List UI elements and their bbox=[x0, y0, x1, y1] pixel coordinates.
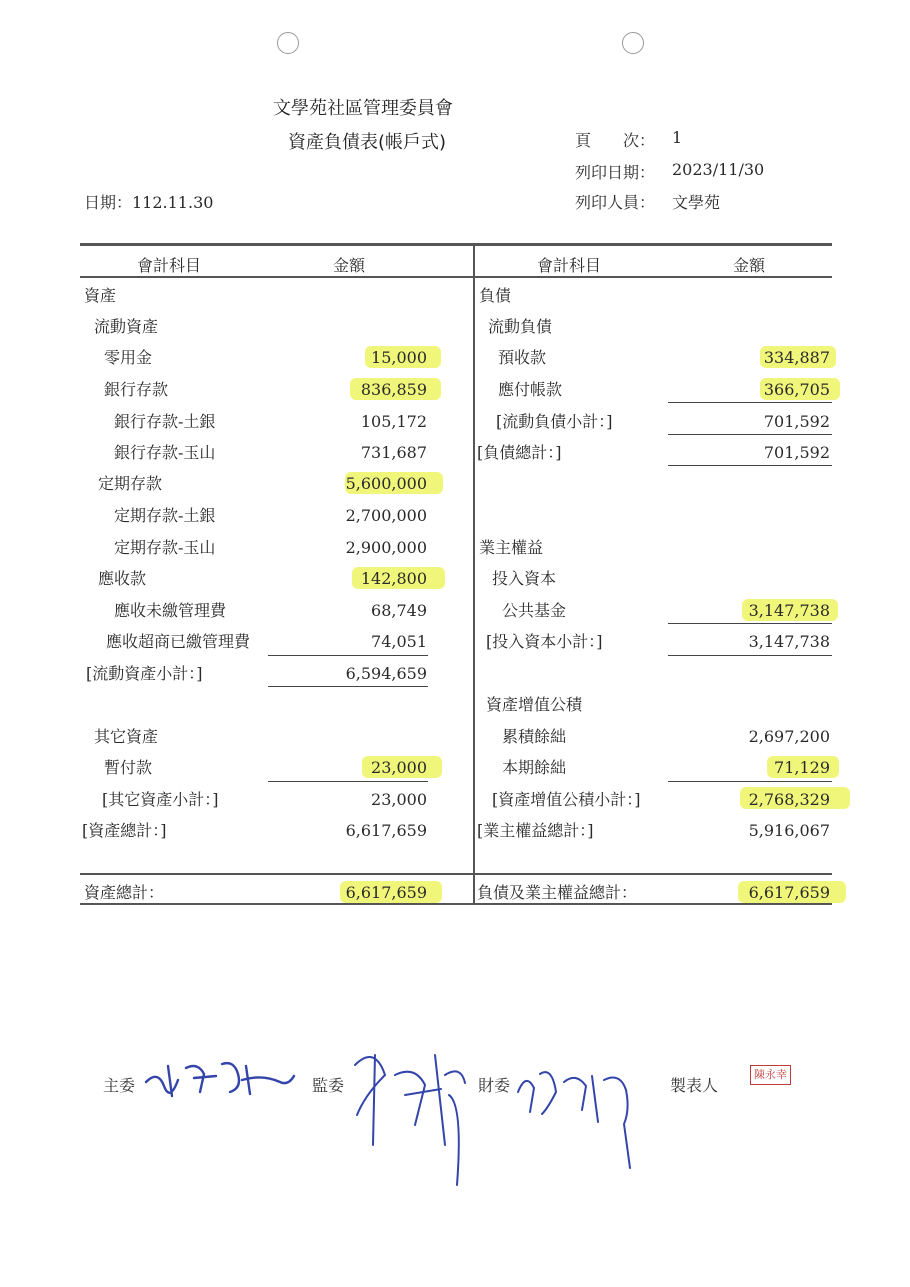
right-col-amount-header: 金額 bbox=[733, 256, 766, 275]
right-label-current-liab-subtotal: [流動負債小計：] bbox=[496, 412, 613, 431]
left-grand-total-label: 資產總計： bbox=[84, 883, 165, 902]
supervisor-signature bbox=[345, 1035, 475, 1195]
left-label-bank-esun: 銀行存款-玉山 bbox=[114, 443, 216, 462]
right-amount-equity-total: 5,916,067 bbox=[748, 821, 830, 840]
chair-label: 主委 bbox=[103, 1076, 136, 1095]
left-amount-time-esun: 2,900,000 bbox=[345, 538, 427, 557]
left-label-time-landbank: 定期存款-土銀 bbox=[114, 506, 216, 525]
punch-hole-right bbox=[622, 32, 644, 54]
left-label-current-assets: 流動資產 bbox=[94, 317, 159, 336]
page-value: 1 bbox=[672, 128, 683, 147]
left-amount-unpaid-fee: 68,749 bbox=[371, 601, 427, 620]
right-amount-current-surplus: 71,129 bbox=[774, 758, 830, 777]
right-amount-current-liab-subtotal: 701,592 bbox=[763, 412, 830, 431]
right-grand-total-amount: 6,617,659 bbox=[748, 883, 830, 902]
right-label-current-surplus: 本期餘絀 bbox=[502, 758, 567, 777]
right-amount-surplus-subtotal: 2,768,329 bbox=[748, 790, 830, 809]
left-label-bank-landbank: 銀行存款-土銀 bbox=[114, 412, 216, 431]
left-amount-other-subtotal: 23,000 bbox=[371, 790, 427, 809]
right-amount-public-fund: 3,147,738 bbox=[748, 601, 830, 620]
left-col-amount-header: 金額 bbox=[333, 256, 366, 275]
left-label-other-subtotal: [其它資產小計：] bbox=[102, 790, 219, 809]
punch-hole-left bbox=[277, 32, 299, 54]
left-amount-current-subtotal: 6,594,659 bbox=[345, 664, 427, 683]
current-surplus-underline bbox=[668, 781, 832, 782]
printer-value: 文學苑 bbox=[672, 193, 721, 212]
report-title: 資產負債表(帳戶式) bbox=[288, 132, 447, 153]
supervisor-label: 監委 bbox=[312, 1076, 345, 1095]
org-title: 文學苑社區管理委員會 bbox=[273, 98, 453, 119]
finance-signature bbox=[512, 1052, 647, 1172]
right-label-advance-receipt: 預收款 bbox=[498, 348, 547, 367]
table-center-divider bbox=[473, 243, 475, 905]
right-label-capital: 投入資本 bbox=[492, 569, 557, 588]
right-amount-advance-receipt: 334,887 bbox=[763, 348, 830, 367]
left-amount-bank-landbank: 105,172 bbox=[360, 412, 427, 431]
left-amount-receivable: 142,800 bbox=[360, 569, 427, 588]
left-amount-asset-sum: 6,617,659 bbox=[345, 821, 427, 840]
left-label-petty-cash: 零用金 bbox=[104, 348, 153, 367]
right-amount-payable: 366,705 bbox=[763, 380, 830, 399]
right-grand-total-label: 負債及業主權益總計： bbox=[477, 883, 638, 902]
left-label-asset-sum: [資產總計：] bbox=[82, 821, 167, 840]
current-liab-subtotal-underline bbox=[668, 434, 832, 435]
chair-signature bbox=[138, 1052, 298, 1102]
right-amount-accum-surplus: 2,697,200 bbox=[748, 727, 830, 746]
left-label-store-paid-fee: 應收超商已繳管理費 bbox=[106, 632, 251, 651]
left-amount-bank-esun: 731,687 bbox=[360, 443, 427, 462]
right-amount-liab-total: 701,592 bbox=[763, 443, 830, 462]
print-date-value: 2023/11/30 bbox=[672, 160, 765, 179]
current-assets-underline bbox=[268, 655, 428, 656]
report-date: 日期：112.11.30 bbox=[84, 193, 214, 212]
right-label-current-liabilities: 流動負債 bbox=[488, 317, 553, 336]
total-bottom-rule bbox=[80, 903, 832, 905]
table-top-rule bbox=[80, 243, 832, 246]
right-label-public-fund: 公共基金 bbox=[502, 601, 567, 620]
finance-label: 財委 bbox=[478, 1076, 511, 1095]
page-label: 頁 次： bbox=[575, 131, 656, 150]
left-grand-total-amount: 6,617,659 bbox=[345, 883, 427, 902]
current-subtotal-underline bbox=[268, 686, 428, 687]
preparer-label: 製表人 bbox=[670, 1076, 719, 1095]
right-label-capital-subtotal: [投入資本小計：] bbox=[486, 632, 603, 651]
left-label-time-esun: 定期存款-玉山 bbox=[114, 538, 216, 557]
right-label-surplus-reserve: 資產增值公積 bbox=[486, 695, 583, 714]
left-amount-temp-payment: 23,000 bbox=[371, 758, 427, 777]
total-top-rule bbox=[80, 873, 832, 875]
left-label-receivable: 應收款 bbox=[98, 569, 147, 588]
left-amount-bank-deposit: 836,859 bbox=[360, 380, 427, 399]
right-label-accum-surplus: 累積餘絀 bbox=[502, 727, 567, 746]
left-amount-time-deposit: 5,600,000 bbox=[345, 474, 427, 493]
print-date-label: 列印日期： bbox=[575, 163, 656, 182]
liab-total-underline bbox=[668, 465, 832, 466]
left-label-time-deposit: 定期存款 bbox=[98, 474, 163, 493]
preparer-stamp: 陳永幸 bbox=[750, 1065, 791, 1085]
right-label-payable: 應付帳款 bbox=[498, 380, 563, 399]
left-label-unpaid-fee: 應收未繳管理費 bbox=[114, 601, 227, 620]
left-label-assets: 資產 bbox=[84, 286, 117, 305]
right-label-equity-total: [業主權益總計：] bbox=[477, 821, 594, 840]
other-assets-underline bbox=[268, 781, 428, 782]
left-label-bank-deposit: 銀行存款 bbox=[104, 380, 169, 399]
right-label-surplus-subtotal: [資產增值公積小計：] bbox=[492, 790, 641, 809]
right-label-liab-total: [負債總計：] bbox=[477, 443, 562, 462]
right-amount-capital-subtotal: 3,147,738 bbox=[748, 632, 830, 651]
right-col-account-header: 會計科目 bbox=[537, 256, 602, 275]
right-label-equity: 業主權益 bbox=[479, 538, 544, 557]
printer-label: 列印人員： bbox=[575, 193, 656, 212]
capital-subtotal-underline bbox=[668, 655, 832, 656]
public-fund-underline bbox=[668, 623, 832, 624]
left-label-current-subtotal: [流動資產小計：] bbox=[86, 664, 203, 683]
left-label-temp-payment: 暫付款 bbox=[104, 758, 153, 777]
right-label-liabilities: 負債 bbox=[479, 286, 512, 305]
left-label-other-assets: 其它資產 bbox=[94, 727, 159, 746]
left-amount-store-paid-fee: 74,051 bbox=[371, 632, 427, 651]
table-header-rule bbox=[80, 276, 832, 278]
left-amount-petty-cash: 15,000 bbox=[371, 348, 427, 367]
current-liab-underline bbox=[668, 402, 832, 403]
left-col-account-header: 會計科目 bbox=[137, 256, 202, 275]
left-amount-time-landbank: 2,700,000 bbox=[345, 506, 427, 525]
